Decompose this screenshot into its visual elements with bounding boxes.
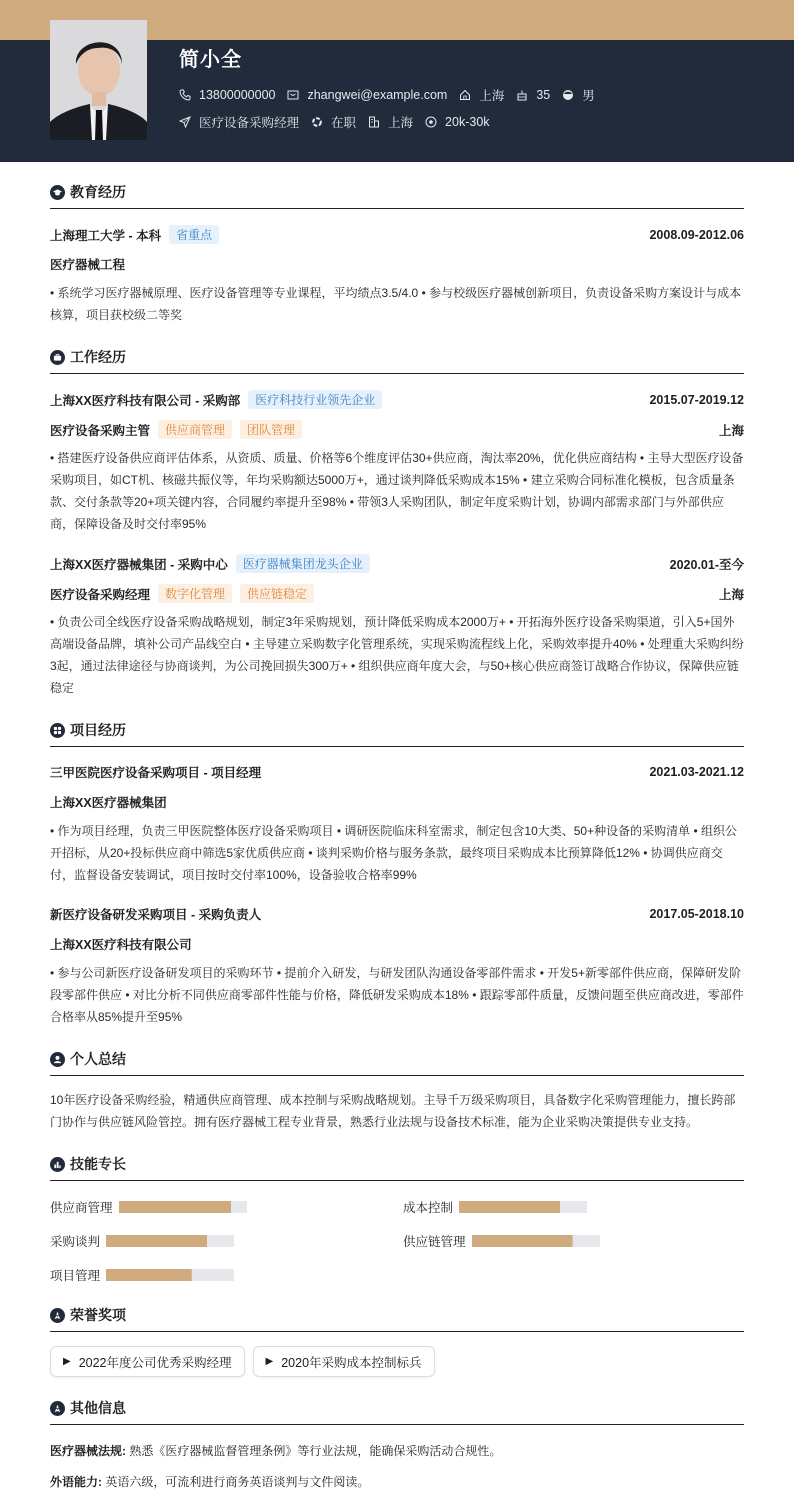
job-row — [179, 113, 502, 131]
role-tag: 供应链稳定 — [240, 584, 314, 603]
company-tag: 医疗器械集团龙头企业 — [236, 554, 370, 573]
work-entry-1-desc: • 搭建医疗设备供应商评估体系，从资质、质量、价格等6个维度评估30+供应商，淘汰率20%，优化供应商结构 • 主导大型医疗设备采购项目，如CT机、核磁共振仪等，年均采购额达5000万+，通过谈判降低采购成本15% • 建立采购合同标准化模板，包含质量条款、交付条款等20+项关键内容，合同履约率提升至98% • 带领3人采购团队，制定年度采购计划，协调内部需求部门与外部供应商，保障设备及时交付率95% — [50, 451, 744, 531]
project-date: 2021.03-2021.12 — [649, 765, 744, 779]
skill-bar — [106, 1235, 234, 1247]
work-entry-2-role — [50, 584, 744, 603]
salary-icon — [425, 116, 437, 128]
bar-chart-icon — [50, 1157, 65, 1172]
work-date: 2020.01-至今 — [669, 557, 744, 572]
skill-bar — [459, 1201, 587, 1213]
section-title-education: 教育经历 — [50, 182, 744, 209]
work-entry-1-role — [50, 420, 744, 439]
phone-icon — [179, 89, 191, 101]
skill-bar — [472, 1235, 600, 1247]
awards-section — [50, 1305, 744, 1332]
project-2-desc: • 参与公司新医疗设备研发项目的采购环节 • 提前介入研发，与研发团队沟通设备零部件需求 • 开发5+新零部件供应商，保障研发阶段零部件供应 • 对比分析不同供应商零部件性能与价格，降低研发采购成本18% • 跟踪零部件质量，反馈问题至供应商改进，零部件合格率从85%提升至95% — [50, 966, 744, 1024]
company-name: 上海XX医疗科技有限公司 - 采购部 — [50, 393, 241, 408]
award-item: ▶ 2020年采购成本控制标兵 — [253, 1346, 435, 1377]
skill-bar-fill — [106, 1269, 192, 1281]
skill-item — [50, 1266, 234, 1284]
project-name: 新医疗设备研发采购项目 - 采购负责人 — [50, 908, 262, 922]
job-status-item: 在职 — [311, 113, 356, 131]
role-tag: 供应商管理 — [158, 420, 232, 439]
other-item — [50, 1442, 501, 1459]
work-date: 2015.07-2019.12 — [649, 392, 744, 407]
education-date: 2008.09-2012.06 — [649, 227, 744, 242]
project-1-desc: • 作为项目经理，负责三甲医院整体医疗设备采购项目 • 调研医院临床科室需求，制定包含10大类、50+种设备的采购清单 • 组织公开招标，从20+投标供应商中筛选5家优质供应商 • 谈判采购价格与服务条款，最终项目采购成本比预算降低12% • 协调供应商交付，监督设备安装调试，项目按时交付率100%，设备验收合格率99% — [50, 824, 737, 882]
award-item: ▶ 2022年度公司优秀采购经理 — [50, 1346, 245, 1377]
send-icon — [179, 116, 191, 128]
other-text: 熟悉《医疗器械监督管理条例》等行业法规，能确保采购活动合规性。 — [129, 1444, 502, 1458]
skill-name: 供应链管理 — [403, 1235, 466, 1249]
skills-section — [50, 1154, 744, 1181]
other-text: 英语六级，可流利进行商务英语谈判与文件阅读。 — [105, 1475, 370, 1489]
role-tag: 团队管理 — [240, 420, 302, 439]
grid-icon — [50, 723, 65, 738]
skill-bar — [106, 1269, 234, 1281]
school-name: 上海理工大学 - 本科 — [50, 228, 162, 243]
work-entry-2-header — [50, 554, 744, 573]
resume-header — [0, 0, 794, 162]
triangle-right-icon: ▶ — [265, 1356, 274, 1367]
graduation-cap-icon — [50, 185, 65, 200]
avatar — [50, 20, 147, 140]
skill-bar — [119, 1201, 247, 1213]
other-section — [50, 1398, 744, 1425]
building-icon — [368, 116, 380, 128]
skill-item — [50, 1232, 234, 1250]
user-icon — [50, 1052, 65, 1067]
email-icon — [287, 89, 299, 101]
project-org: 上海XX医疗器械集团 — [50, 796, 167, 810]
email-item: zhangwei@example.com — [287, 88, 447, 102]
work-section — [50, 347, 744, 374]
role-title: 医疗设备采购经理 — [50, 587, 151, 602]
company-tag: 医疗科技行业领先企业 — [248, 390, 382, 409]
education-entry-header — [50, 225, 744, 244]
skill-bar-fill — [472, 1235, 573, 1247]
project-1-header — [50, 763, 744, 781]
other-label: 外语能力: — [50, 1475, 102, 1489]
skill-name: 成本控制 — [403, 1201, 454, 1215]
section-title-work: 工作经历 — [50, 347, 744, 374]
work-entry-2-desc: • 负责公司全线医疗设备采购战略规划，制定3年采购规划，预计降低采购成本2000万+ • 开拓海外医疗设备采购渠道，引入5+国外高端设备品牌，填补公司产品线空白 • 主导建立采购数字化管理系统，实现采购流程线上化，采购效率提升40% • 处理重大采购纠纷3起，通过法律途径与协商谈判，为公司挽回损失300万+ • 组织供应商年度大会，与50+核心供应商签订战略合作协议，保障供应链稳定 — [50, 615, 744, 695]
company-name: 上海XX医疗器械集团 - 采购中心 — [50, 557, 228, 572]
skill-bar-fill — [459, 1201, 560, 1213]
section-title-awards: 荣誉奖项 — [50, 1305, 744, 1332]
work-location: 上海 — [718, 587, 744, 602]
age-icon — [516, 89, 528, 101]
skill-name: 供应商管理 — [50, 1201, 113, 1215]
summary-text: 10年医疗设备采购经验，精通供应商管理、成本控制与采购战略规划。主导千万级采购项目，具备数字化采购管理能力，擅长跨部门协作与供应链风险管控。拥有医疗器械工程专业背景，熟悉行业法规与设备技术标准，能为企业采购决策提供专业支持。 — [50, 1093, 736, 1129]
work-location: 上海 — [718, 423, 744, 438]
home-item: 上海 — [459, 86, 504, 104]
section-title-projects: 项目经历 — [50, 720, 744, 747]
school-tag: 省重点 — [169, 225, 219, 244]
award-icon — [50, 1401, 65, 1416]
phone-item: 13800000000 — [179, 88, 275, 102]
work-entry-1-header — [50, 390, 744, 409]
gender-item: 男 — [562, 86, 595, 104]
project-date: 2017.05-2018.10 — [649, 907, 744, 921]
other-label: 医疗器械法规: — [50, 1444, 126, 1458]
project-org: 上海XX医疗科技有限公司 — [50, 938, 192, 952]
major: 医疗器械工程 — [50, 258, 126, 272]
home-icon — [459, 89, 471, 101]
skill-bar-fill — [119, 1201, 232, 1213]
skill-item — [403, 1198, 587, 1216]
contact-row — [179, 86, 607, 104]
project-name: 三甲医院医疗设备采购项目 - 项目经理 — [50, 766, 262, 780]
education-section — [50, 182, 744, 209]
work-city-item: 上海 — [368, 113, 413, 131]
skill-bar-fill — [106, 1235, 207, 1247]
project-2-header — [50, 905, 744, 923]
briefcase-icon — [50, 350, 65, 365]
role-title: 医疗设备采购主管 — [50, 423, 151, 438]
section-title-skills: 技能专长 — [50, 1154, 744, 1181]
role-tag: 数字化管理 — [158, 584, 232, 603]
awards-list — [50, 1346, 443, 1377]
skill-item — [403, 1232, 600, 1250]
section-title-other: 其他信息 — [50, 1398, 744, 1425]
skill-item — [50, 1198, 247, 1216]
age-item: 35 — [516, 88, 550, 102]
section-title-summary: 个人总结 — [50, 1049, 744, 1076]
summary-section — [50, 1049, 744, 1076]
skill-name: 项目管理 — [50, 1269, 101, 1283]
job-title-item: 医疗设备采购经理 — [179, 113, 299, 131]
skill-name: 采购谈判 — [50, 1235, 101, 1249]
candidate-name: 简小全 — [179, 49, 242, 71]
gender-icon — [562, 89, 574, 101]
status-icon — [311, 116, 323, 128]
projects-section — [50, 720, 744, 747]
salary-item: 20k-30k — [425, 115, 489, 129]
education-desc: • 系统学习医疗器械原理、医疗设备管理等专业课程，平均绩点3.5/4.0 • 参与校级医疗器械创新项目，负责设备采购方案设计与成本核算，项目获校级二等奖 — [50, 286, 742, 322]
triangle-right-icon: ▶ — [63, 1356, 71, 1367]
other-item — [50, 1473, 369, 1490]
award-icon — [50, 1308, 65, 1323]
